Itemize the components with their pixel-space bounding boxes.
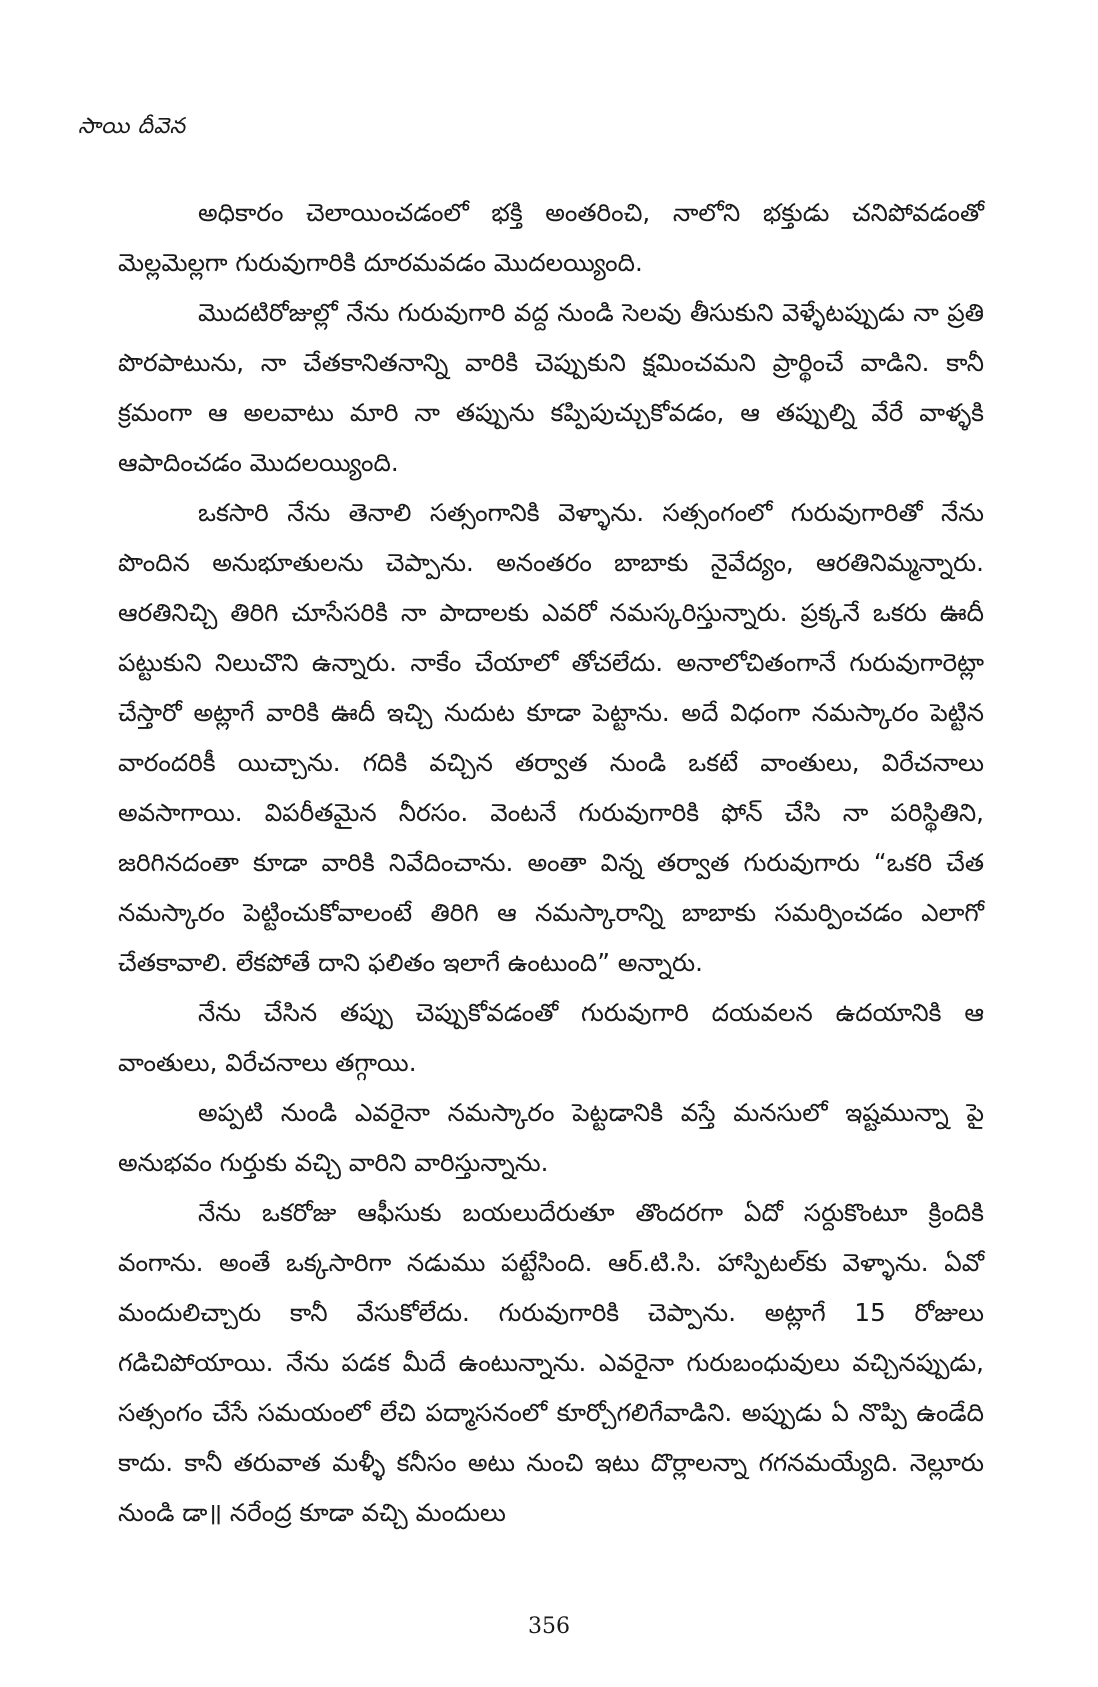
paragraph: నేను ఒకరోజు ఆఫీసుకు బయలుదేరుతూ తొందరగా ఏదో సర్దుకొంటూ క్రిందికి వంగాను. అంతే ఒక్కసారిగా నడుము పట్టేసింది. ఆర్.టి.సి. హాస్పిటల్‌కు వెళ్ళాను. ఏవో మందులిచ్చారు కానీ వేసుకోలేదు. గురువుగారికి చెప్పాను. అట్లాగే 15 రోజులు గడిచిపోయాయి. నేను పడక మీదే ఉంటున్నాను. ఎవరైనా గురుబంధువులు వచ్చినప్పుడు, సత్సంగం చేసే సమయంలో లేచి పద్మాసనంలో కూర్చోగలిగేవాడిని. అప్పుడు ఏ నొప్పి ఉండేది కాదు. కానీ తరువాత మళ్ళీ కనీసం అటు నుంచి ఇటు దొర్లాలన్నా గగనమయ్యేది. నెల్లూరు నుండి డా॥ నరేంద్ర కూడా వచ్చి మందులు: [118, 1198, 984, 1527]
page-number: 356: [528, 1614, 570, 1639]
paragraph: నేను చేసిన తప్పు చెప్పుకోవడంతో గురువుగారి దయవలన ఉదయానికి ఆ వాంతులు, విరేచనాలు తగ్గాయి.: [118, 998, 984, 1077]
paragraph: ఒకసారి నేను తెనాలి సత్సంగానికి వెళ్ళాను. సత్సంగంలో గురువుగారితో నేను పొందిన అనుభూతులను చెప్పాను. అనంతరం బాబాకు నైవేద్యం, ఆరతినిమ్మన్నారు. ఆరతినిచ్చి తిరిగి చూసేసరికి నా పాదాలకు ఎవరో నమస్కరిస్తున్నారు. ప్రక్కనే ఒకరు ఊదీ పట్టుకుని నిలుచొని ఉన్నారు. నాకేం చేయాలో తోచలేదు. అనాలోచితంగానే గురువుగారెట్లా చేస్తారో అట్లాగే వారికి ఊదీ ఇచ్చి నుదుట కూడా పెట్టాను. అదే విధంగా నమస్కారం పెట్టిన వారందరికీ యిచ్చాను. గదికి వచ్చిన తర్వాత నుండి ఒకటే వాంతులు, విరేచనాలు అవసాగాయి. విపరీతమైన నీరసం. వెంటనే గురువుగారికి ఫోన్ చేసి నా పరిస్థితిని, జరిగినదంతా కూడా వారికి నివేదించాను. అంతా విన్న తర్వాత గురువుగారు “ఒకరి చేత నమస్కారం పెట్టించుకోవాలంటే తిరిగి ఆ నమస్కారాన్ని బాబాకు సమర్పించడం ఎలాగో చేతకావాలి. లేకపోతే దాని ఫలితం ఇలాగే ఉంటుంది” అన్నారు.: [118, 498, 984, 977]
body-text: [118, 188, 984, 1538]
running-header: సాయి దీవెన: [78, 114, 186, 139]
paragraph: అప్పటి నుండి ఎవరైనా నమస్కారం పెట్టడానికి వస్తే మనసులో ఇష్టమున్నా పై అనుభవం గుర్తుకు వచ్చి వారిని వారిస్తున్నాను.: [118, 1098, 984, 1177]
paragraph: మొదటిరోజుల్లో నేను గురువుగారి వద్ద నుండి సెలవు తీసుకుని వెళ్ళేటప్పుడు నా ప్రతి పొరపాటును, నా చేతకానితనాన్ని వారికి చెప్పుకుని క్షమించమని ప్రార్థించే వాడిని. కానీ క్రమంగా ఆ అలవాటు మారి నా తప్పును కప్పిపుచ్చుకోవడం, ఆ తప్పుల్ని వేరే వాళ్ళకి ఆపాదించడం మొదలయ్యింది.: [118, 298, 984, 477]
paragraph: అధికారం చెలాయించడంలో భక్తి అంతరించి, నాలోని భక్తుడు చనిపోవడంతో మెల్లమెల్లగా గురువుగారికి దూరమవడం మొదలయ్యింది.: [118, 198, 984, 277]
